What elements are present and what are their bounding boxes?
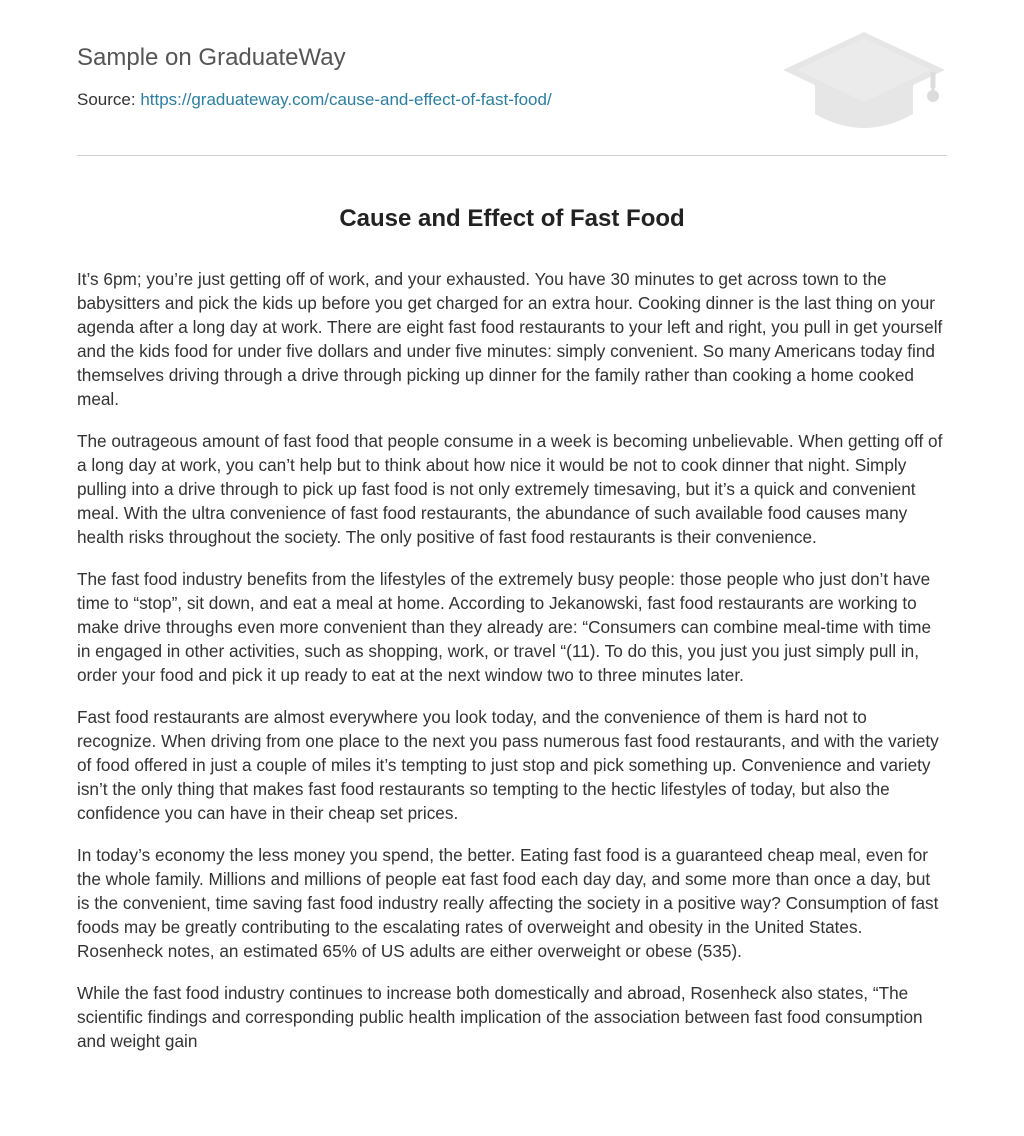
paragraph: The outrageous amount of fast food that people consume in a week is becoming unbelievable. When getting off of a long day at work, you can’t help but to think about how nice it would be not to cook dinner that night. Simply pulling into a drive through to pick up fast food is not only extremely timesaving, but it’s a quick and convenient meal. With the ultra convenience of fast food restaurants, the abundance of such available food causes many health risks throughout the society. The only positive of fast food restaurants is their convenience. [77,431,943,547]
header [77,0,947,156]
graduation-cap-icon [781,30,947,134]
source-line [77,90,552,110]
document-body [77,267,947,1071]
document-title: Cause and Effect of Fast Food [339,205,685,232]
paragraph: The fast food industry benefits from the lifestyles of the extremely busy people: those people who just don’t have time to “stop”, sit down, and eat a meal at home. According to Jekanowski, fast food restaurants are working to make drive throughs even more convenient than they already are: “Consumers can combine meal-time with time in engaged in other activities, such as shopping, work, or travel “(11). To do this, you just you just simply pull in, order your food and pick it up ready to eat at the next window two to three minutes later. [77,569,932,685]
page [77,0,947,1051]
paragraph: It’s 6pm; you’re just getting off of work, and your exhausted. You have 30 minutes to get across town to the babysitters and pick the kids up before you get charged for an extra hour. Cooking dinner is the last thing on your agenda after a long day at work. There are eight fast food restaurants to your left and right, you pull in get yourself and the kids food for under five dollars and under five minutes: simply convenient. So many Americans today find themselves driving through a drive through picking up dinner for the family rather than cooking a home cooked meal. [77,269,943,409]
source-link[interactable]: https://graduateway.com/cause-and-effect-of-fast-food/ [140,90,552,109]
paragraph: Fast food restaurants are almost everywhere you look today, and the convenience of them is hard not to recognize. When driving from one place to the next you pass numerous fast food restaurants, and with the variety of food offered in just a couple of miles it’s tempting to just stop and pick something up. Convenience and variety isn’t the only thing that makes fast food restaurants so tempting to the hectic lifestyles of today, but also the confidence you can have in their cheap set prices. [77,707,939,823]
paragraph: In today’s economy the less money you spend, the better. Eating fast food is a guaranteed cheap meal, even for the whole family. Millions and millions of people eat fast food each day day, and some more than once a day, but is the convenient, time saving fast food industry really affecting the society in a positive way? Consumption of fast foods may be greatly contributing to the escalating rates of overweight and obesity in the United States. Rosenheck notes, an estimated 65% of US adults are either overweight or obese (535). [77,845,939,961]
site-title: Sample on GraduateWay [77,44,346,71]
paragraph: While the fast food industry continues to increase both domestically and abroad, Rosenheck also states, “The scientific findings and corresponding public health implication of the association between fast food consumption and weight gain [77,983,923,1051]
source-label: Source: [77,90,141,109]
